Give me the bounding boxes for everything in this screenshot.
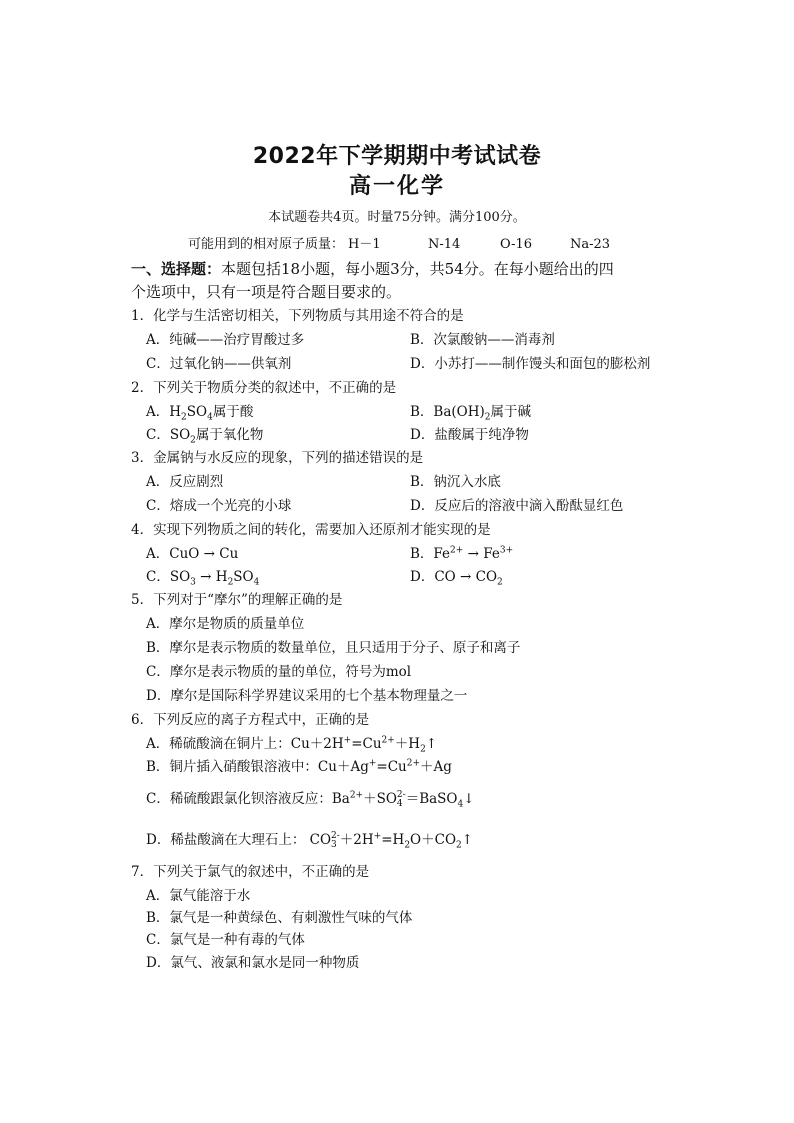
question-1-stem: 1．化学与生活密切相关，下列物质与其用途不符合的是 <box>131 308 464 324</box>
question-3-option-c: C．熔成一个光亮的小球 <box>146 498 292 514</box>
section-intro-line2: 个选项中，只有一项是符合题目要求的。 <box>131 283 402 301</box>
question-2-option-d: D．盐酸属于纯净物 <box>410 427 529 443</box>
question-6-option-b: B．铜片插入硝酸银溶液中：$Cu+Ag^+=Cu^{2+}+Ag$ <box>146 758 452 775</box>
question-5-option-b: B．摩尔是表示物质的数量单位，且只适用于分子、原子和离子 <box>146 640 521 656</box>
question-3-option-a: A．反应剧烈 <box>146 474 224 490</box>
question-6-stem: 6．下列反应的离子方程式中，正确的是 <box>131 712 370 728</box>
question-7-option-a: A．氯气能溶于水 <box>146 888 251 904</box>
question-5-option-d: D．摩尔是国际科学界建议采用的七个基本物理量之一 <box>146 688 468 704</box>
question-6-option-c: C．稀硫酸跟氯化钡溶液反应：$Ba^{2+}+SO$ 2- 4 ＝BaSO$_4$↓ <box>146 789 475 810</box>
exam-subject: 高一化学 <box>348 174 445 199</box>
question-5-option-c: C．摩尔是表示物质的量的单位，符号为mol <box>146 664 412 680</box>
question-3-stem: 3．金属钠与水反应的现象，下列的描述错误的是 <box>131 450 424 466</box>
question-7-option-b: B．氯气是一种黄绿色、有刺激性气味的气体 <box>146 910 413 926</box>
question-2-option-b: B．$Ba(OH)_2$属于碱 <box>410 404 531 423</box>
question-1-option-a: A．纯碱——治疗胃酸过多 <box>146 332 305 348</box>
atomic-mass-h: H－1 <box>348 237 381 252</box>
question-4-option-d: D．CO → $CO_2$ <box>410 569 503 588</box>
question-5-stem: 5．下列对于“摩尔”的理解正确的是 <box>131 592 343 608</box>
question-2-option-a: A．$H_2SO_4$属于酸 <box>146 404 254 423</box>
atomic-mass-na: Na-23 <box>570 237 611 252</box>
question-4-option-c: C．$SO_3 \to H_2SO_4$ <box>146 569 260 588</box>
question-3-option-b: B．钠沉入水底 <box>410 474 501 490</box>
atomic-mass-n: N-14 <box>428 237 461 252</box>
question-4-option-a: A．CuO → Cu <box>146 546 239 562</box>
question-1-option-c: C．过氧化钠——供氧剂 <box>146 356 292 372</box>
question-5-option-a: A．摩尔是物质的质量单位 <box>146 616 305 632</box>
question-3-option-d: D．反应后的溶液中滴入酚酞显红色 <box>410 498 624 514</box>
atomic-mass-o: O-16 <box>500 237 533 252</box>
section-intro <box>131 258 614 280</box>
section-intro-line1: 本题包括18小题，每小题3分，共54分。在每小题给出的四 <box>221 260 614 278</box>
question-1-option-b: B．次氯酸钠——消毒剂 <box>410 332 555 348</box>
question-4-option-b: B．$Fe^{2+} \to Fe^{3+}$ <box>410 545 514 562</box>
question-2-stem: 2．下列关于物质分类的叙述中，不正确的是 <box>131 380 397 396</box>
question-6-option-a: A．稀硫酸滴在铜片上：$Cu+2H^+=Cu^{2+}+H_2↑$ <box>146 735 438 755</box>
question-2-option-c: C．$SO_2$属于氧化物 <box>146 427 264 446</box>
exam-title: 2022年下学期期中考试试卷 <box>252 144 542 169</box>
question-1-option-d: D．小苏打——制作馒头和面包的膨松剂 <box>410 356 651 372</box>
question-4-stem: 4．实现下列物质之间的转化，需要加入还原剂才能实现的是 <box>131 522 491 538</box>
exam-info: 本试题卷共4页。时量75分钟。满分100分。 <box>268 210 526 225</box>
question-7-stem: 7．下列关于氯气的叙述中，不正确的是 <box>131 864 370 880</box>
question-7-option-d: D．氯气、液氯和氯水是同一种物质 <box>146 955 360 971</box>
atomic-mass-label: 可能用到的相对原子质量： <box>188 237 345 252</box>
section-heading: 一、选择题： <box>131 260 222 278</box>
question-6-option-d: D．稀盐酸滴在大理石上： CO 2- 3 $+2H^+=H_2O+CO_2↑$ <box>146 830 474 851</box>
question-7-option-c: C．氯气是一种有毒的气体 <box>146 932 305 948</box>
